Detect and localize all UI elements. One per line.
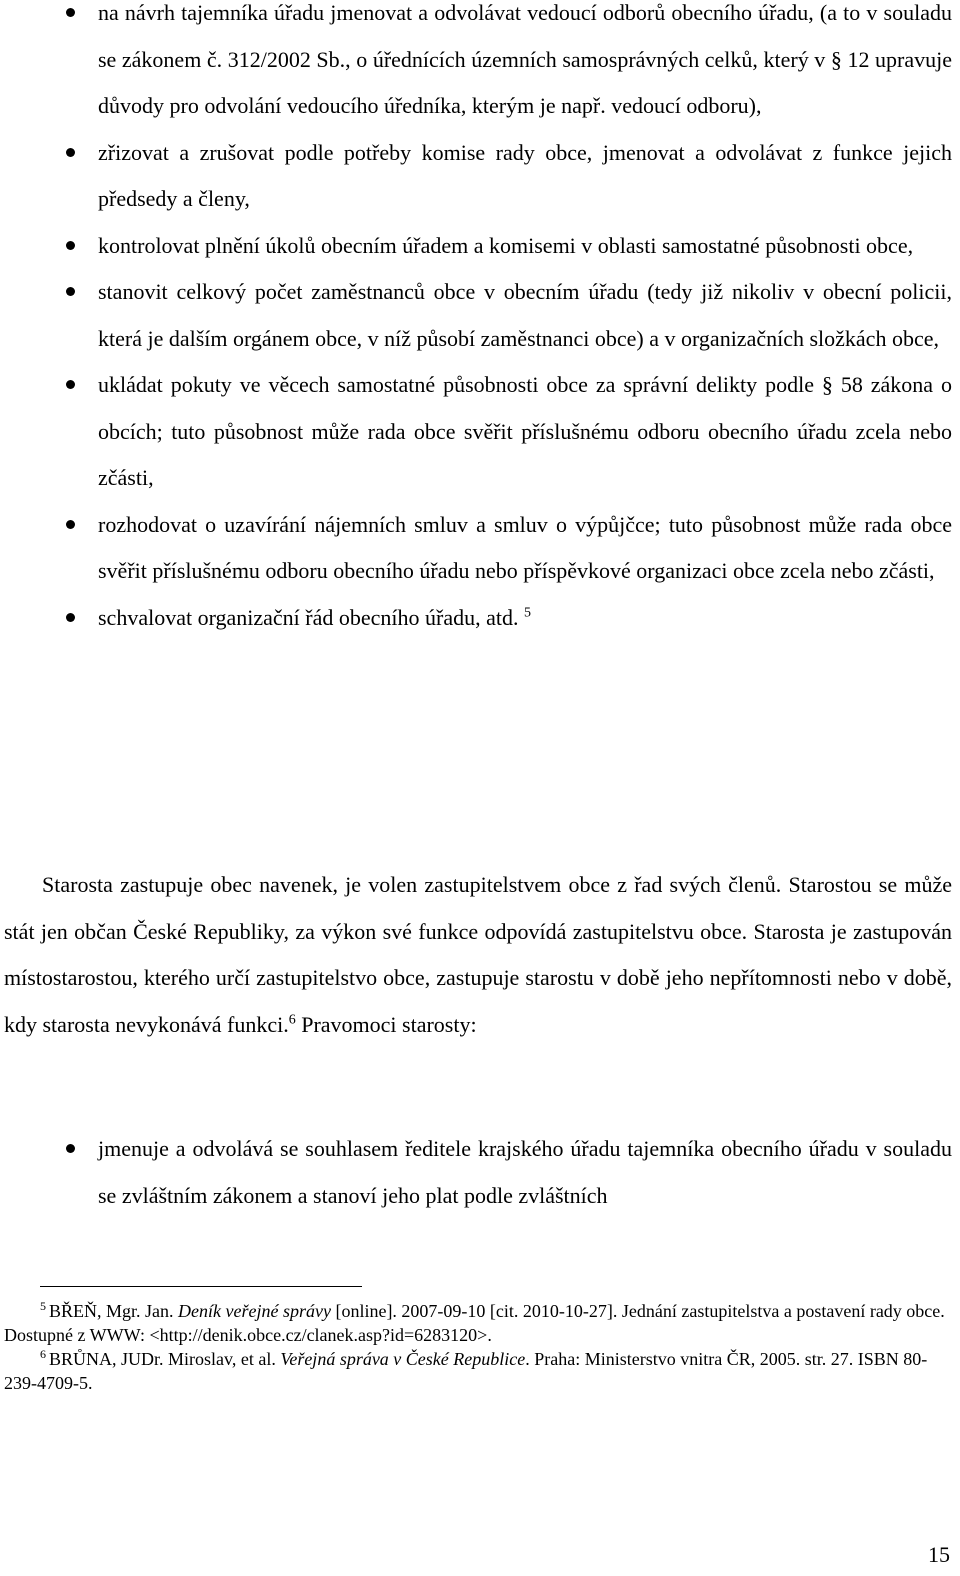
list-item: rozhodovat o uzavírání nájemních smluv a smluv o výpůjčce; tuto působnost může rada obce svěřit příslušnému odboru obecního úřadu nebo příspěvkové organizaci obce zcela nebo zčásti, — [0, 502, 960, 595]
bullet-icon — [66, 287, 75, 296]
starosta-paragraph: Starosta zastupuje obec navenek, je volen zastupitelstvem obce z řad svých členů. Starostou se může stát jen občan České Republiky, za výkon své funkce odpovídá zastupitelstvu obce. Starosta je zastupován místostarostou, kterého určí zastupitelstvo obce, zastupuje starostu v době jeho nepřítomnosti nebo v době, kdy starosta nevykonává funkci.$^6$ Pravomoci starosty: — [4, 872, 952, 1037]
footnote-ref-5[interactable]: 5 — [524, 605, 531, 621]
list-item: ukládat pokuty ve věcech samostatné působnosti obce za správní delikty podle § 58 zákona o obcích; tuto působnost může rada obce svěřit příslušnému odboru obecního úřadu zcela nebo zčásti, — [0, 362, 960, 502]
bullet-icon — [66, 520, 75, 529]
footnote-6: $^6$ BRŮNA, JUDr. Miroslav, et al. Veřejná správa v České Republice. Praha: Ministerstvo vnitra ČR, 2005. str. 27. ISBN 80-239-4709-5. — [4, 1347, 928, 1393]
footnotes — [4, 1299, 950, 1395]
bullet-icon — [66, 1144, 75, 1153]
bullet-list-starosta-powers — [0, 1126, 960, 1219]
list-item: kontrolovat plnění úkolů obecním úřadem a komisemi v oblasti samostatné působnosti obce, — [0, 223, 960, 270]
bullet-icon — [66, 8, 75, 17]
page-number: 15 — [928, 1542, 950, 1567]
list-item: na návrh tajemníka úřadu jmenovat a odvolávat vedoucí odborů obecního úřadu, (a to v souladu se zákonem č. 312/2002 Sb., o úřednících územních samosprávných celků, který v § 12 upravuje důvody pro odvolání vedoucího úředníka, kterým je např. vedoucí odboru), — [0, 0, 960, 130]
list-item: jmenuje a odvolává se souhlasem ředitele krajského úřadu tajemníka obecního úřadu v souladu se zvláštním zákonem a stanoví jeho plat podle zvláštních — [0, 1126, 960, 1219]
list-item: stanovit celkový počet zaměstnanců obce v obecním úřadu (tedy již nikoliv v obecní policii, která je dalším orgánem obce, v níž působí zaměstnanci obce) a v organizačních složkách obce, — [0, 269, 960, 362]
list-item: schvalovat organizační řád obecního úřadu, atd. $^5$ — [0, 595, 960, 642]
bullet-list-rada-powers — [0, 0, 960, 641]
bullet-icon — [66, 613, 75, 622]
bullet-icon — [66, 241, 75, 250]
footnote-ref-6[interactable]: 6 — [288, 1012, 296, 1028]
footnote-separator — [40, 1286, 362, 1287]
bullet-icon — [66, 148, 75, 157]
footnote-5: $^5$ BŘEŇ, Mgr. Jan. Deník veřejné správy [online]. 2007-09-10 [cit. 2010-10-27]. Jednání zastupitelstva a postavení rady obce. Dostupné z WWW: <http://denik.obce.cz/clanek.asp?id=6283120>. — [4, 1299, 945, 1345]
bullet-icon — [66, 380, 75, 389]
list-item: zřizovat a zrušovat podle potřeby komise rady obce, jmenovat a odvolávat z funkce jejich předsedy a členy, — [0, 130, 960, 223]
